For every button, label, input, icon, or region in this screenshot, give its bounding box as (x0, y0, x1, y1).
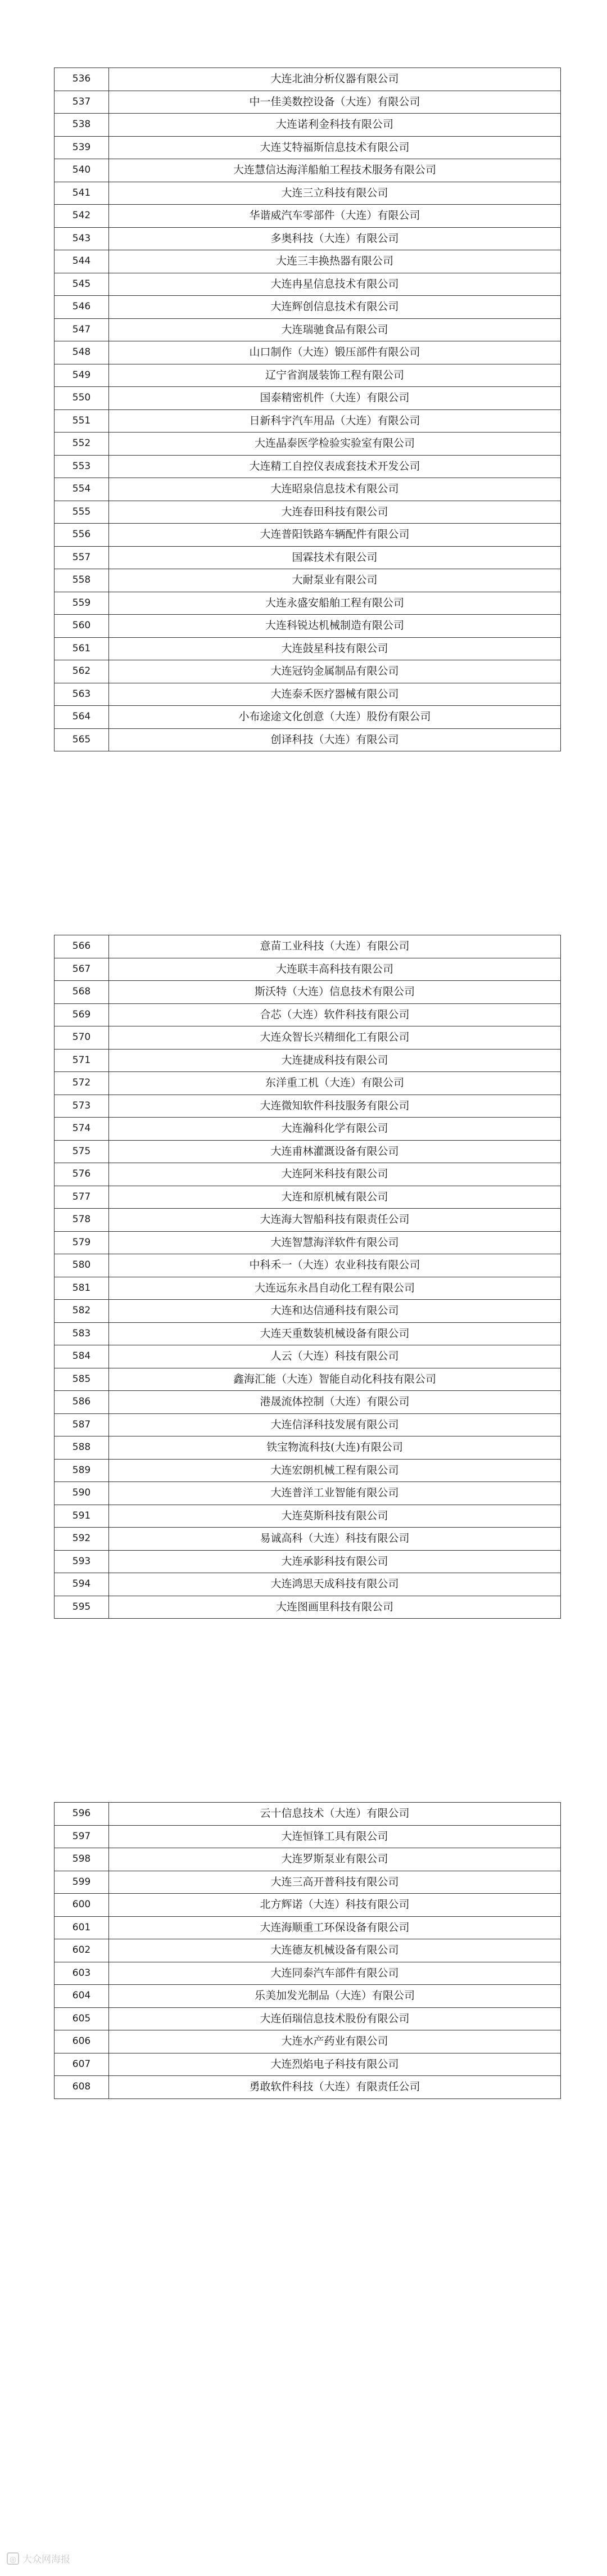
row-number: 536 (55, 68, 109, 91)
company-name: 人云（大连）科技有限公司 (109, 1345, 561, 1368)
company-name: 国霖技术有限公司 (109, 546, 561, 569)
table-row (55, 683, 561, 706)
table-row (55, 318, 561, 341)
row-number: 594 (55, 1573, 109, 1596)
company-name: 大连瑞驰食品有限公司 (109, 318, 561, 341)
row-number: 543 (55, 227, 109, 250)
company-name: 云十信息技术（大连）有限公司 (109, 1803, 561, 1826)
row-number: 562 (55, 660, 109, 683)
table-row (55, 227, 561, 250)
row-number: 557 (55, 546, 109, 569)
table-row (55, 433, 561, 456)
company-name: 山口制作（大连）锻压部件有限公司 (109, 341, 561, 364)
row-number: 596 (55, 1803, 109, 1826)
row-number: 569 (55, 1003, 109, 1026)
table-row (55, 935, 561, 958)
row-number: 571 (55, 1049, 109, 1072)
row-number: 545 (55, 273, 109, 296)
table-row (55, 1962, 561, 1985)
company-name: 大连和原机械有限公司 (109, 1186, 561, 1209)
table-row (55, 569, 561, 592)
company-name: 合芯（大连）软件科技有限公司 (109, 1003, 561, 1026)
table-row (55, 91, 561, 114)
table-row (55, 2053, 561, 2076)
table-row (55, 1596, 561, 1619)
table-row (55, 409, 561, 433)
table-row (55, 1368, 561, 1391)
row-number: 547 (55, 318, 109, 341)
table-row (55, 1300, 561, 1323)
row-number: 573 (55, 1095, 109, 1118)
company-name: 大连科锐达机械制造有限公司 (109, 615, 561, 638)
row-number: 537 (55, 91, 109, 114)
table-row (55, 1072, 561, 1095)
table-row (55, 1095, 561, 1118)
company-name: 日新科宇汽车用品（大连）有限公司 (109, 409, 561, 433)
row-number: 561 (55, 637, 109, 660)
row-number: 595 (55, 1596, 109, 1619)
table-row (55, 68, 561, 91)
row-number: 550 (55, 387, 109, 410)
table-row (55, 1254, 561, 1277)
company-name: 大连宏朗机械工程有限公司 (109, 1459, 561, 1482)
row-number: 585 (55, 1368, 109, 1391)
row-number: 587 (55, 1413, 109, 1436)
company-name: 多奥科技（大连）有限公司 (109, 227, 561, 250)
row-number: 604 (55, 1985, 109, 2008)
company-name: 勇敢软件科技（大连）有限责任公司 (109, 2076, 561, 2099)
row-number: 599 (55, 1871, 109, 1894)
company-name: 大连春田科技有限公司 (109, 501, 561, 524)
row-number: 593 (55, 1550, 109, 1573)
company-table-2 (54, 935, 561, 1619)
table-row (55, 1550, 561, 1573)
table-row (55, 273, 561, 296)
watermark-text: 大众网海报 (22, 2554, 70, 2565)
row-number: 605 (55, 2007, 109, 2030)
row-number: 591 (55, 1505, 109, 1528)
row-number: 586 (55, 1391, 109, 1414)
company-name: 大连德友机械设备有限公司 (109, 1939, 561, 1962)
row-number: 597 (55, 1825, 109, 1848)
table-row (55, 159, 561, 182)
table-row (55, 2007, 561, 2030)
table-row (55, 592, 561, 615)
row-number: 579 (55, 1231, 109, 1254)
company-name: 大连信泽科技发展有限公司 (109, 1413, 561, 1436)
row-number: 541 (55, 182, 109, 205)
table-row (55, 1345, 561, 1368)
company-name: 大连冉星信息技术有限公司 (109, 273, 561, 296)
company-name: 易诚高科（大连）科技有限公司 (109, 1528, 561, 1551)
table-row (55, 1871, 561, 1894)
watermark-logo-icon: ◎ (7, 2552, 19, 2565)
company-name: 创译科技（大连）有限公司 (109, 728, 561, 751)
company-name: 大连莫斯科技有限公司 (109, 1505, 561, 1528)
row-number: 553 (55, 455, 109, 478)
row-number: 606 (55, 2030, 109, 2053)
table-row (55, 1436, 561, 1460)
company-name: 乐美加发光制品（大连）有限公司 (109, 1985, 561, 2008)
table-row (55, 296, 561, 319)
company-name: 大耐泵业有限公司 (109, 569, 561, 592)
table-row (55, 728, 561, 751)
company-name: 大连承影科技有限公司 (109, 1550, 561, 1573)
table-row (55, 1209, 561, 1232)
company-name: 大连瀚科化学有限公司 (109, 1118, 561, 1141)
company-name: 大连海顺重工环保设备有限公司 (109, 1916, 561, 1939)
company-name: 大连北油分析仪器有限公司 (109, 68, 561, 91)
row-number: 540 (55, 159, 109, 182)
company-name: 大连烈焰电子科技有限公司 (109, 2053, 561, 2076)
table-row (55, 455, 561, 478)
company-name: 大连三高开普科技有限公司 (109, 1871, 561, 1894)
company-name: 大连鸿思天成科技有限公司 (109, 1573, 561, 1596)
table-row (55, 136, 561, 159)
company-name: 大连永盛安船舶工程有限公司 (109, 592, 561, 615)
row-number: 544 (55, 250, 109, 273)
row-number: 589 (55, 1459, 109, 1482)
table-row (55, 1026, 561, 1050)
table-row (55, 1482, 561, 1505)
table-row (55, 1985, 561, 2008)
table-row (55, 1163, 561, 1186)
company-name: 港晟流体控制（大连）有限公司 (109, 1391, 561, 1414)
row-number: 592 (55, 1528, 109, 1551)
company-name: 大连微知软件科技服务有限公司 (109, 1095, 561, 1118)
table-row (55, 1803, 561, 1826)
row-number: 583 (55, 1322, 109, 1345)
company-name: 大连精工自控仪表成套技术开发公司 (109, 455, 561, 478)
company-name: 大连同泰汽车部件有限公司 (109, 1962, 561, 1985)
row-number: 563 (55, 683, 109, 706)
company-name: 大连甫林灌溉设备有限公司 (109, 1140, 561, 1163)
table-row (55, 364, 561, 387)
company-name: 大连联丰高科技有限公司 (109, 958, 561, 981)
company-name: 大连艾特福斯信息技术有限公司 (109, 136, 561, 159)
company-table-3 (54, 1802, 561, 2099)
row-number: 568 (55, 981, 109, 1004)
table-row (55, 205, 561, 228)
company-name: 大连捷成科技有限公司 (109, 1049, 561, 1072)
company-name: 铁宝物流科技(大连)有限公司 (109, 1436, 561, 1460)
company-name: 大连三丰换热器有限公司 (109, 250, 561, 273)
company-name: 大连冠钧金属制品有限公司 (109, 660, 561, 683)
row-number: 555 (55, 501, 109, 524)
row-number: 549 (55, 364, 109, 387)
row-number: 582 (55, 1300, 109, 1323)
row-number: 572 (55, 1072, 109, 1095)
company-name: 华谐威汽车零部件（大连）有限公司 (109, 205, 561, 228)
table-row (55, 1231, 561, 1254)
row-number: 598 (55, 1848, 109, 1871)
row-number: 570 (55, 1026, 109, 1050)
table-row (55, 2030, 561, 2053)
table-row (55, 1118, 561, 1141)
row-number: 578 (55, 1209, 109, 1232)
company-name: 大连三立科技有限公司 (109, 182, 561, 205)
row-number: 566 (55, 935, 109, 958)
company-table-1 (54, 67, 561, 751)
table-row (55, 478, 561, 501)
company-name: 北方辉诺（大连）科技有限公司 (109, 1894, 561, 1917)
row-number: 538 (55, 114, 109, 137)
row-number: 600 (55, 1894, 109, 1917)
company-name: 斯沃特（大连）信息技术有限公司 (109, 981, 561, 1004)
table-row (55, 1939, 561, 1962)
table-row (55, 1894, 561, 1917)
row-number: 559 (55, 592, 109, 615)
row-number: 602 (55, 1939, 109, 1962)
table-row (55, 1140, 561, 1163)
row-number: 574 (55, 1118, 109, 1141)
table-row (55, 981, 561, 1004)
company-name: 大连和达信通科技有限公司 (109, 1300, 561, 1323)
table-row (55, 1277, 561, 1300)
row-number: 607 (55, 2053, 109, 2076)
row-number: 552 (55, 433, 109, 456)
company-name: 大连恒锋工具有限公司 (109, 1825, 561, 1848)
table-row (55, 2076, 561, 2099)
table-row (55, 1391, 561, 1414)
row-number: 548 (55, 341, 109, 364)
company-name: 大连普阳铁路车辆配件有限公司 (109, 524, 561, 547)
row-number: 580 (55, 1254, 109, 1277)
row-number: 565 (55, 728, 109, 751)
table-row (55, 501, 561, 524)
row-number: 603 (55, 1962, 109, 1985)
table-row (55, 182, 561, 205)
company-name: 国泰精密机件（大连）有限公司 (109, 387, 561, 410)
table-row (55, 1528, 561, 1551)
company-name: 大连鼓星科技有限公司 (109, 637, 561, 660)
table-row (55, 1413, 561, 1436)
row-number: 590 (55, 1482, 109, 1505)
table-row (55, 1049, 561, 1072)
company-name: 意苗工业科技（大连）有限公司 (109, 935, 561, 958)
row-number: 608 (55, 2076, 109, 2099)
company-name: 大连泰禾医疗器械有限公司 (109, 683, 561, 706)
company-name: 大连罗斯泵业有限公司 (109, 1848, 561, 1871)
row-number: 558 (55, 569, 109, 592)
row-number: 584 (55, 1345, 109, 1368)
watermark (7, 2551, 70, 2565)
company-name: 辽宁省润晟装饰工程有限公司 (109, 364, 561, 387)
table-row (55, 637, 561, 660)
row-number: 575 (55, 1140, 109, 1163)
table-row (55, 1186, 561, 1209)
table-row (55, 250, 561, 273)
table-row (55, 114, 561, 137)
table-row (55, 524, 561, 547)
row-number: 581 (55, 1277, 109, 1300)
row-number: 542 (55, 205, 109, 228)
row-number: 556 (55, 524, 109, 547)
company-name: 鑫海汇能（大连）智能自动化科技有限公司 (109, 1368, 561, 1391)
table-row (55, 1505, 561, 1528)
company-name: 中科禾一（大连）农业科技有限公司 (109, 1254, 561, 1277)
company-name: 大连慧信达海洋船舶工程技术服务有限公司 (109, 159, 561, 182)
table-row (55, 1848, 561, 1871)
row-number: 576 (55, 1163, 109, 1186)
table-row (55, 706, 561, 729)
row-number: 577 (55, 1186, 109, 1209)
company-name: 大连图画里科技有限公司 (109, 1596, 561, 1619)
company-name: 大连佰瑞信息技术股份有限公司 (109, 2007, 561, 2030)
company-name: 大连辉创信息技术有限公司 (109, 296, 561, 319)
table-row (55, 1573, 561, 1596)
company-name: 大连天重数装机械设备有限公司 (109, 1322, 561, 1345)
row-number: 567 (55, 958, 109, 981)
row-number: 554 (55, 478, 109, 501)
table-row (55, 1322, 561, 1345)
table-row (55, 1825, 561, 1848)
table-row (55, 1003, 561, 1026)
company-name: 大连远东永昌自动化工程有限公司 (109, 1277, 561, 1300)
table-row (55, 660, 561, 683)
company-name: 东洋重工机（大连）有限公司 (109, 1072, 561, 1095)
table-row (55, 958, 561, 981)
company-name: 大连水产药业有限公司 (109, 2030, 561, 2053)
company-name: 大连诺利金科技有限公司 (109, 114, 561, 137)
company-name: 大连昭泉信息技术有限公司 (109, 478, 561, 501)
row-number: 588 (55, 1436, 109, 1460)
company-name: 大连晶泰医学检验实验室有限公司 (109, 433, 561, 456)
company-name: 大连智慧海洋软件有限公司 (109, 1231, 561, 1254)
company-name: 大连海大智船科技有限责任公司 (109, 1209, 561, 1232)
table-row (55, 615, 561, 638)
row-number: 546 (55, 296, 109, 319)
company-name: 小布途途文化创意（大连）股份有限公司 (109, 706, 561, 729)
table-row (55, 387, 561, 410)
row-number: 539 (55, 136, 109, 159)
row-number: 564 (55, 706, 109, 729)
company-name: 大连众智长兴精细化工有限公司 (109, 1026, 561, 1050)
table-row (55, 1459, 561, 1482)
company-name: 大连阿米科技有限公司 (109, 1163, 561, 1186)
table-row (55, 341, 561, 364)
company-name: 中一佳美数控设备（大连）有限公司 (109, 91, 561, 114)
company-name: 大连普洋工业智能有限公司 (109, 1482, 561, 1505)
row-number: 551 (55, 409, 109, 433)
table-row (55, 546, 561, 569)
table-row (55, 1916, 561, 1939)
row-number: 601 (55, 1916, 109, 1939)
row-number: 560 (55, 615, 109, 638)
